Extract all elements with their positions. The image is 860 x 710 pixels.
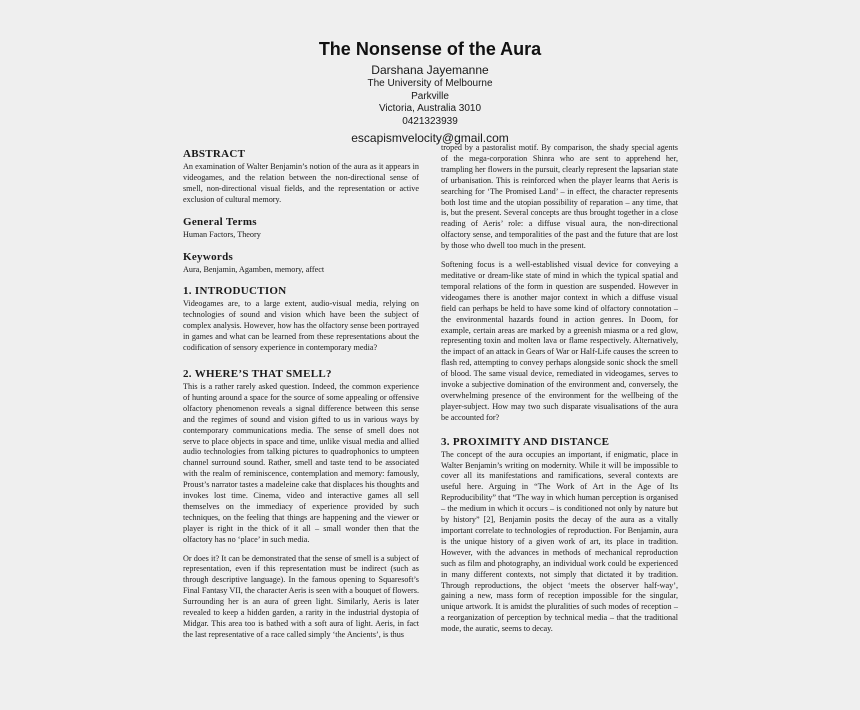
introduction-text: Videogames are, to a large extent, audio-visual media, relying on technologies of sound and vision which have been the subject of complex analysis. However, how has the olfactory sense been portrayed in games and what can be learned from these representations about the codification of sensory experience in contemporary media? [183, 299, 419, 353]
general-terms-text: Human Factors, Theory [183, 229, 261, 239]
smell-heading: 2. WHERE’S THAT SMELL? [183, 367, 332, 380]
phone-number: 0421323939 [402, 115, 458, 127]
smell-paragraph-2: Or does it? It can be demonstrated that the sense of smell is a subject of representation, even if this representation must be indirect (such as through descriptive language). In the famous opening to Squaresoft’s Final Fantasy VII, the character Aeris is seen with a bouquet of flowers. Surrounding her is an aura of green light. Similarly, Aeris is later revealed to keep a hidden garden, a rarity in the industrial dystopia of Midgar. This area too is bathed with a soft aura of light. Aeris, in fact the last representative of a race called simply ‘the Ancients’, is thus [183, 553, 419, 639]
smell-section [183, 368, 419, 641]
general-terms-heading: General Terms [183, 215, 257, 228]
keywords-section [183, 251, 419, 276]
affiliation-line: Victoria, Australia 3010 [378, 103, 482, 114]
body-paragraph: The concept of the aura occupies an important, if enigmatic, place in Walter Benjamin’s writing on modernity. While it will be impossible to cover all its manifestations and ramifications, several contexts are useful here. Arguing in “The Work of Art in the Age of Its Reproducibility” that “The way in which human perception is organised – the medium in which it occurs – is conditioned not only by nature but by history” [2], Benjamin posits the decay of the aura as a vitally important correlate to technologies of reproduction. For Benjamin, aura is the unique history of a given work of art, its place in tradition. However, with the advances in methods of mechanical reproduction such as film and photography, an individual work could be experienced in many different contexts, not simply that dictated it by tradition. Through reproductions, the object ‘meets the observer half-way’, gaining a new, mass form of reception impossible for the singular, unique artwork. It is amidst the pluralities of such modes of reception – a reorganization of perception by technical media – that the traditional mode, the auratic, seems to decay. [441, 449, 678, 634]
keywords-text: Aura, Benjamin, Agamben, memory, affect [183, 264, 325, 274]
author-email: escapismvelocity@gmail.com [351, 131, 509, 145]
author-name: Darshana Jayemanne [371, 63, 489, 77]
paper-header [0, 38, 860, 146]
affiliation-line: The University of Melbourne [367, 78, 493, 89]
body-paragraph: Softening focus is a well-established visual device for conveying a meditative or dream-like state of mind in which the typical spatial and temporal relations of the form in question are suspended. However in videogames there is another major context in which a diffuse visual field can perhaps be held to have some kind of olfactory connotation – the environmental hazards found in action genres. In Doom, for example, certain areas are marked by a greenish miasma or a red glow, representing toxin and molten lava or flame respectively. Alternatively, the impact of an attack in Gears of War or Half-Life causes the screen to flash red, attempting to convey perhaps alongside sonic shock the smell of blood. The same visual device, remediated in videogames, serves to invoke a subjective domination of the environment and, conversely, the overwhelming presence of the environment for the wellbeing of the player-subject. How may two such disparate visualisations of the aura be accounted for? [441, 260, 678, 422]
keywords-heading: Keywords [183, 250, 234, 263]
introduction-section [183, 285, 419, 354]
paper-title: The Nonsense of the Aura [318, 39, 542, 59]
abstract-section [183, 148, 419, 206]
right-column [441, 143, 678, 635]
general-terms-section [183, 216, 419, 241]
smell-paragraph-1: This is a rather rarely asked question. Indeed, the common experience of hunting around a space for the source of some appealing or offensive olfactory phenomenon reveals a signal difference between this sense and the regimes of sound and vision gifted to us in various ways by contemporary communications media. The sense of smell does not serve to place objects in space and time, unlike visual media and allied audio technologies from talking pictures to quadrophonics to umpteen channel surround sound. Rather, smell and taste tend to be associated with the realm of reminiscence, contemplation and memory: famously, Proust’s narrator tastes a madeleine cake that displaces his thoughts and invokes lost time. Cinema, video and interactive games all sell themselves on the immediacy of experience provided by such techniques, on the feeling that things are happening and the viewer or player is right in the thick of it all – small wonder then that the olfactory has no ‘place’ in such media. [183, 381, 419, 544]
left-column [183, 148, 419, 651]
abstract-text: An examination of Walter Benjamin’s notion of the aura as it appears in videogames, and the relation between the non-directional sense of smell, non-directional visual fields, and the representation or active exclusion of cultural memory. [183, 162, 419, 204]
proximity-heading: 3. PROXIMITY AND DISTANCE [441, 435, 610, 448]
introduction-heading: 1. INTRODUCTION [183, 285, 287, 298]
body-paragraph: troped by a pastoralist motif. By comparison, the shady special agents of the mega-corporation Shinra who are sent to apprehend her, trampling her flowers in the pursuit, clearly represent the lapsarian state of urbanisation. This is reinforced when the player learns that Aeris is searching for ‘The Promised Land’ – in effect, the character represents both lost time and the utopian possibility of reparation – any time, that is, but the present. Several concepts are thus brought together in a close reading of Aeris’ role: a diffuse visual aura, the non-directional olfactory sense, and temporalities of the past and the future that are lost by those who dwell too much in the present. [441, 143, 678, 251]
affiliation-line: Parkville [411, 90, 449, 102]
abstract-heading: ABSTRACT [183, 148, 246, 160]
